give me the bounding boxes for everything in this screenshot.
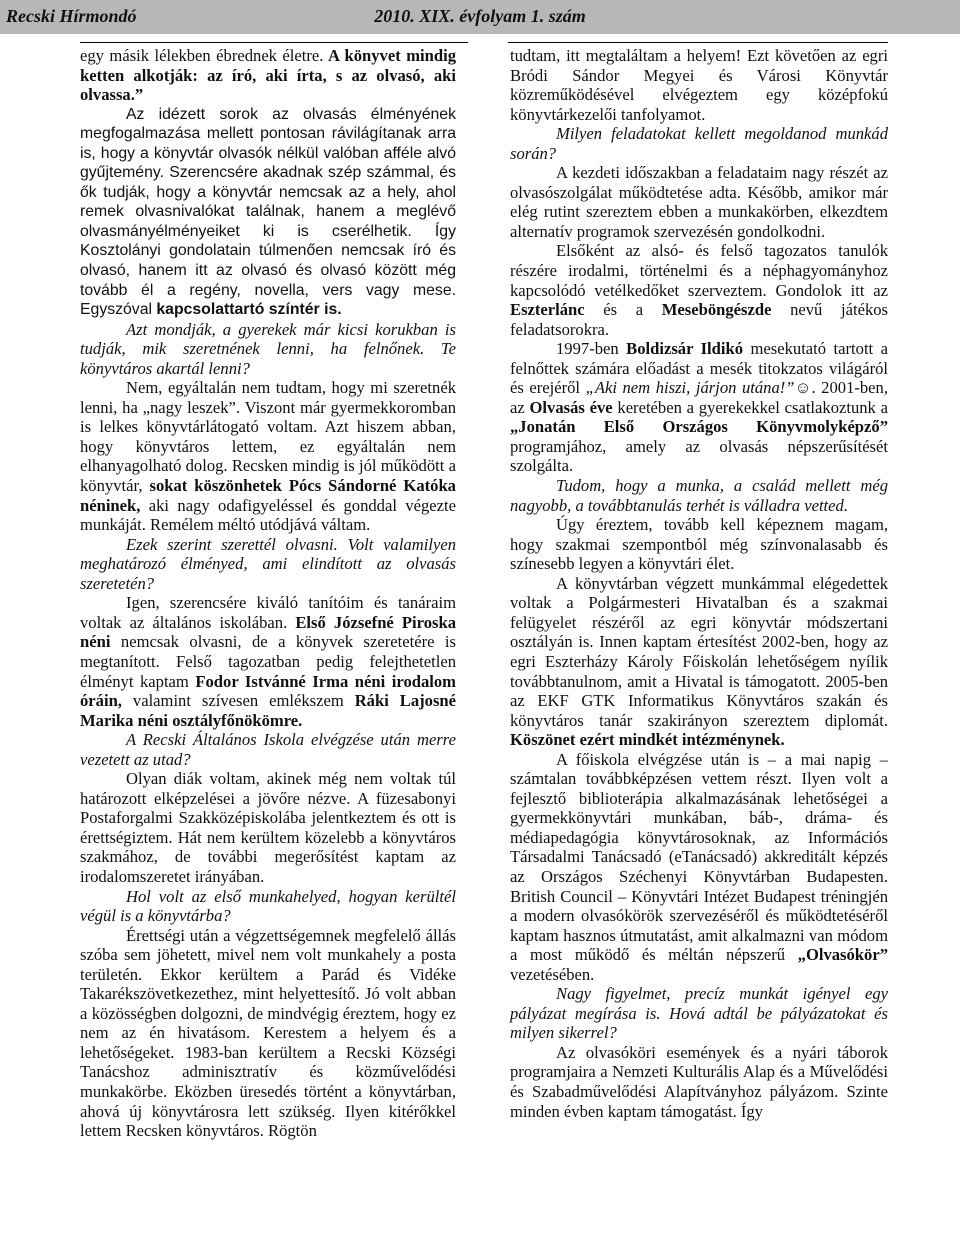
paragraph: A kezdeti időszakban a feladataim nagy részét az olvasószolgálat működtetése adta. Később, amikor már elég rutint szereztem ebben a munkakörben, elkezdtem alternatív programok szervezésén gondolkodni. — [510, 163, 888, 241]
issue-label: 2010. XIX. évfolyam 1. szám — [374, 6, 586, 26]
paragraph: 1997-ben Boldizsár Ildikó mesekutató tartott a felnőttek számára előadást a mesék titokzatos világáról és erejéről „Aki nem hiszi, járjon utána!”☺. 2001-ben, az Olvasás éve keretében a gyerekekkel csatlakoztunk a „Jonatán Első Országos Könyvmolyképző” programjához, amely az olvasás népszerűsítését szolgálta. — [510, 339, 888, 476]
paragraph: A főiskola elvégzése után is – a mai napig – számtalan továbbképzésen vettem részt. Ilyen volt a fejlesztő biblioterápia alkalmazásának lehetőségei a gyermekkönyvtári munkában, báb-, dráma- és médiapedagógia könyvtárosoknak, az Információs Társadalmi Tanácsadó (eTanácsadó) akkreditált képzés az Országos Széchenyi Könyvtárban Budapesten. British Council – Könyvtári Intézet Budapest tréningjén a modern olvasókörök szervezéséről és működtetéséről kaptam hasznos útmutatást, amit alkalmazni van módom a most működő és méltán népszerű „Olvasókör” vezetésében. — [510, 749, 888, 984]
right-column-rule — [508, 42, 888, 43]
interview-question: A Recski Általános Iskola elvégzése után merre vezetett az utad? — [80, 730, 456, 769]
interview-question: Hol volt az első munkahelyed, hogyan kerültél végül is a könyvtárba? — [80, 886, 456, 926]
paragraph: Elsőként az alsó- és felső tagozatos tanulók részére irodalmi, történelmi és a néphagyományhoz kapcsolódó vetélkedőket szerveztem. Gondolok itt az Eszterlánc és a Meseböngészde nevű játékos feladatsorokra. — [510, 241, 888, 339]
paragraph: Nem, egyáltalán nem tudtam, hogy mi szeretnék lenni, ha „nagy leszek”. Viszont már gyermekkoromban is lelkes könyvtárlátogató voltam. Azt hiszem abban, hogy könyvtáros lettem, ez egyáltalán nem elhanyagolható dolog. Recsken mindig is jól működött a könyvtár, sokat köszönhetek Pócs Sándorné Katóka néninek, aki nagy odafigyeléssel és gonddal végezte munkáját. Remélem méltó utódjává váltam. — [80, 378, 456, 535]
interview-question: Nagy figyelmet, precíz munkát igényel egy pályázat megírása is. Hová adtál be pályázatokat és milyen sikerrel? — [510, 984, 888, 1043]
paragraph: Úgy éreztem, tovább kell képeznem magam, hogy szakmai szempontból még színvonalasabb és színesebb legyen a könyvtári élet. — [510, 515, 888, 574]
interview-question: Milyen feladatokat kellett megoldanod munkád során? — [510, 124, 888, 163]
interview-question: Ezek szerint szerettél olvasni. Volt valamilyen meghatározó élményed, ami elindított az olvasás szeretetén? — [80, 534, 456, 593]
page-header — [0, 0, 960, 34]
paragraph: A könyvtárban végzett munkámmal elégedettek voltak a Polgármesteri Hivatalban és a szakmai felügyelet részéről az egri könyvtár módszertani osztályán is. Innen kaptam értesítést 2002-ben, hogy az egri Eszterházy Károly Főiskolán lehetőségem nyílik továbbtanulnom, amit a Hivatal is támogatott. 2005-ben az EKF GTK Informatikus Könyvtáros szakán és könyvtáros tanár szakirányon szereztem diplomát. Köszönet ezért mindkét intézménynek. — [510, 573, 888, 750]
paragraph: Az idézett sorok az olvasás élményének megfogalmazása mellett pontosan rávilágítanak arra is, hogy a könyvtár olvasók nélkül valóban afféle alvó gyűjtemény. Szerencsére akadnak szép számmal, és ők tudják, hogy a könyvtár nemcsak az a hely, ahol remek olvasnivalókat találnak, hanem a meglévő olvasmányélményeiket ki is cserélhetik. Így Kosztolányi gondolatain túlmenően nemcsak író és olvasó, hanem itt az olvasó és olvasó között még tovább él a regény, novella, vers vagy mese. Egyszóval kapcsolattartó színtér is. — [80, 105, 456, 319]
paragraph: Érettségi után a végzettségemnek megfelelő állás szóba sem jöhetett, mivel nem volt munkahely a posta területén. Ekkor kerültem a Parád és Vidéke Takarékszövetkezethez, mint helyettesítő. Jó volt abban a közösségben dolgozni, de mindvégig éreztem, hogy ez nem az én hivatásom. Kerestem a helyem és a lehetőségeket. 1983-ban kerültem a Recski Községi Tanácshoz adminisztratív és közművelődési munkakörbe. Eközben üresedés történt a könyvtárban, ahová új könyvtárosra lett szükség. Ilyen kitérőkkel lettem Recsken könyvtáros. Rögtön — [80, 925, 456, 1141]
paragraph: tudtam, itt megtaláltam a helyem! Ezt követően az egri Bródi Sándor Megyei és Városi Könyvtár közreműködésével elvégeztem egy középfokú könyvtárkezelői tanfolyamot. — [510, 46, 888, 124]
publication-title: Recski Hírmondó — [6, 6, 137, 26]
left-column — [80, 46, 456, 1141]
interview-question: Azt mondják, a gyerekek már kicsi korukban is tudják, mik szeretnének lenni, ha felnőnek. Te könyvtáros akartál lenni? — [80, 319, 456, 378]
paragraph: egy másik lélekben ébrednek életre. A könyvet mindig ketten alkotják: az író, aki írta, s az olvasó, aki olvassa.” — [80, 46, 456, 105]
interview-question: Tudom, hogy a munka, a család mellett még nagyobb, a továbbtanulás terhét is válladra vetted. — [510, 476, 888, 515]
paragraph: Olyan diák voltam, akinek még nem voltak túl határozott elképzelései a jövőre nézve. A füzesabonyi Postaforgalmi Szakközépiskolába jelentkeztem és ott is érettségiztem. Hát nem kerültem közelebb a könyvtáros szakmához, de további megerősítést kaptam az irodalomszeretet irányában. — [80, 769, 456, 886]
paragraph: Az olvasóköri események és a nyári táborok programjaira a Nemzeti Kulturális Alap és a Művelődési és Szabadművelődési Alapítványhoz pályázom. Szinte minden évben kaptam támogatást. Így — [510, 1042, 888, 1121]
right-column — [510, 46, 888, 1121]
paragraph: Igen, szerencsére kiváló tanítóim és tanáraim voltak az általános iskolában. Első Józsefné Piroska néni nemcsak olvasni, de a könyvek szeretetére is megtanított. Felső tagozatban pedig felejthetetlen élményt kaptam Fodor Istvánné Irma néni irodalom óráin, valamint szívesen emlékszem Ráki Lajosné Marika néni osztályfőnökömre. — [80, 593, 457, 730]
left-column-rule — [80, 42, 468, 43]
